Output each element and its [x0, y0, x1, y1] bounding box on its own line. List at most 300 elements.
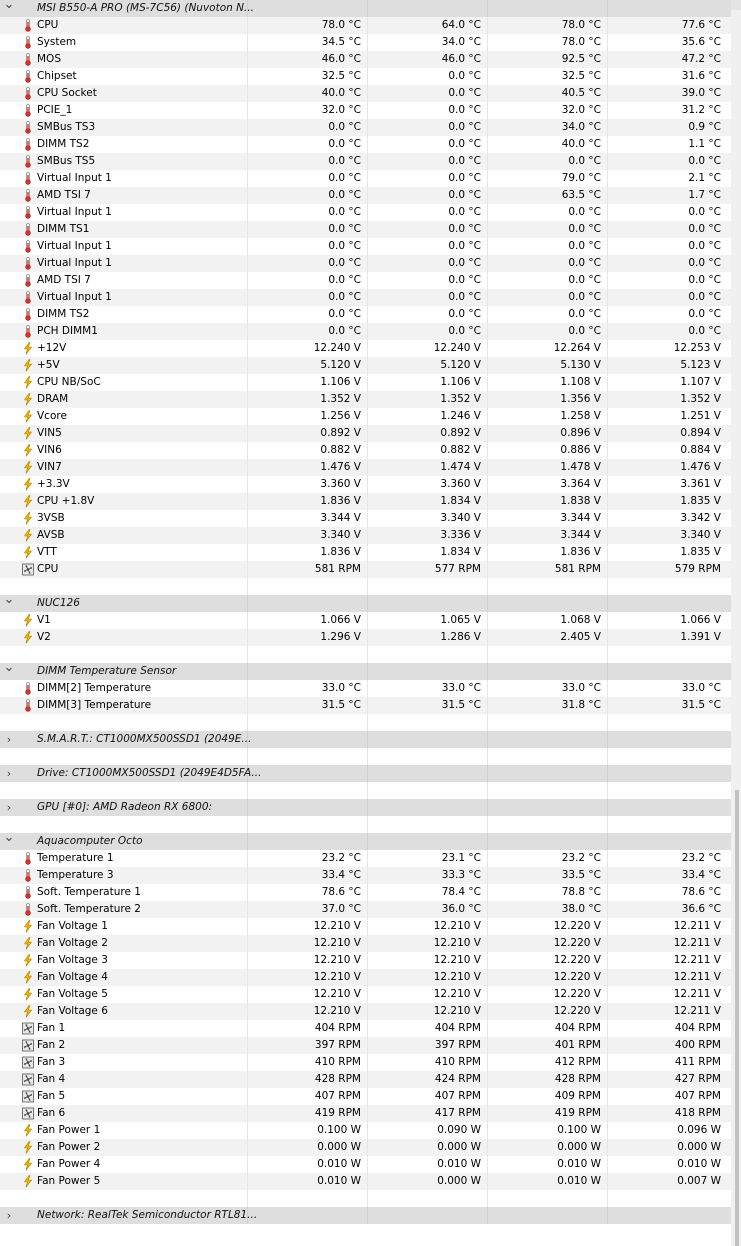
value-maximum: 32.5 °C: [561, 70, 601, 82]
value-current: 0.0 °C: [328, 257, 361, 269]
sensor-row[interactable]: [0, 901, 731, 918]
sensor-row[interactable]: [0, 1122, 731, 1139]
value-maximum: 12.220 V: [553, 1005, 601, 1017]
column-divider: [247, 34, 248, 51]
column-divider: [607, 561, 608, 578]
sensor-label: AMD TSI 7: [37, 189, 91, 201]
sensor-row[interactable]: [0, 17, 731, 34]
value-average: 47.2 °C: [681, 53, 721, 65]
value-average: 12.211 V: [673, 920, 721, 932]
column-divider: [367, 136, 368, 153]
column-divider: [247, 204, 248, 221]
column-divider: [247, 255, 248, 272]
sensor-label: Fan Voltage 6: [37, 1005, 108, 1017]
column-divider: [607, 221, 608, 238]
column-divider: [607, 272, 608, 289]
column-divider: [367, 1122, 368, 1139]
value-minimum: 3.336 V: [440, 529, 481, 541]
sensor-row[interactable]: [0, 1173, 731, 1190]
value-current: 581 RPM: [314, 563, 361, 575]
column-divider: [607, 340, 608, 357]
value-minimum: 12.210 V: [433, 937, 481, 949]
value-current: 0.010 W: [317, 1158, 361, 1170]
chevron-down-icon[interactable]: ⌄: [3, 830, 15, 845]
voltage-icon: [22, 393, 34, 406]
column-divider: [607, 1037, 608, 1054]
fan-icon: [22, 1107, 34, 1120]
column-divider: [367, 952, 368, 969]
sensor-row[interactable]: [0, 697, 731, 714]
value-minimum: 0.0 °C: [448, 325, 481, 337]
value-current: 78.6 °C: [321, 886, 361, 898]
sensor-row[interactable]: [0, 51, 731, 68]
sensor-row[interactable]: [0, 1071, 731, 1088]
value-minimum: 12.210 V: [433, 971, 481, 983]
value-current: 32.0 °C: [321, 104, 361, 116]
sensor-row[interactable]: [0, 221, 731, 238]
column-divider: [367, 714, 368, 731]
value-minimum: 0.0 °C: [448, 104, 481, 116]
sensor-row[interactable]: [0, 289, 731, 306]
sensor-label: Fan Voltage 1: [37, 920, 108, 932]
column-divider: [487, 34, 488, 51]
voltage-icon: [22, 444, 34, 457]
column-divider: [607, 306, 608, 323]
value-maximum: 0.0 °C: [568, 155, 601, 167]
sensor-label: CPU: [37, 563, 59, 575]
value-maximum: 1.068 V: [560, 614, 601, 626]
sensor-label: Fan 1: [37, 1022, 66, 1034]
column-divider: [607, 782, 608, 799]
sensor-row[interactable]: [0, 850, 731, 867]
column-divider: [607, 102, 608, 119]
column-divider: [607, 17, 608, 34]
value-current: 1.296 V: [320, 631, 361, 643]
sensor-row[interactable]: [0, 561, 731, 578]
voltage-icon: [22, 342, 34, 355]
value-minimum: 23.1 °C: [441, 852, 481, 864]
column-divider: [247, 901, 248, 918]
value-maximum: 581 RPM: [554, 563, 601, 575]
column-divider: [247, 459, 248, 476]
sensor-row[interactable]: [0, 102, 731, 119]
column-divider: [247, 663, 248, 680]
value-maximum: 63.5 °C: [561, 189, 601, 201]
sensor-row[interactable]: [0, 204, 731, 221]
column-divider: [607, 1190, 608, 1207]
sensor-row[interactable]: [0, 935, 731, 952]
sensor-label: DIMM[3] Temperature: [37, 699, 152, 711]
sensor-row[interactable]: [0, 476, 731, 493]
sensor-row[interactable]: [0, 425, 731, 442]
value-maximum: 0.100 W: [557, 1124, 601, 1136]
sensor-row[interactable]: [0, 238, 731, 255]
voltage-icon: [22, 359, 34, 372]
column-divider: [247, 476, 248, 493]
chevron-right-icon[interactable]: ›: [6, 1209, 12, 1222]
column-divider: [487, 1071, 488, 1088]
sensor-row[interactable]: [0, 952, 731, 969]
column-divider: [607, 34, 608, 51]
column-divider: [247, 119, 248, 136]
value-current: 12.210 V: [313, 920, 361, 932]
column-divider: [367, 1139, 368, 1156]
value-minimum: 410 RPM: [434, 1056, 481, 1068]
column-divider: [607, 1207, 608, 1224]
sensor-row[interactable]: [0, 544, 731, 561]
value-minimum: 64.0 °C: [441, 19, 481, 31]
value-current: 419 RPM: [314, 1107, 361, 1119]
value-minimum: 3.360 V: [440, 478, 481, 490]
column-divider: [367, 578, 368, 595]
sensor-row[interactable]: [0, 918, 731, 935]
thermometer-icon: [22, 53, 34, 66]
value-minimum: 3.340 V: [440, 512, 481, 524]
column-divider: [247, 697, 248, 714]
value-average: 0.0 °C: [688, 257, 721, 269]
column-divider: [247, 102, 248, 119]
value-average: 12.211 V: [673, 937, 721, 949]
sensor-row[interactable]: [0, 680, 731, 697]
column-divider: [367, 17, 368, 34]
sensor-row[interactable]: [0, 170, 731, 187]
column-divider: [367, 204, 368, 221]
column-divider: [367, 799, 368, 816]
sensor-group-header[interactable]: [0, 660, 731, 680]
column-divider: [247, 1173, 248, 1190]
value-average: 33.4 °C: [681, 869, 721, 881]
sensor-label: Soft. Temperature 1: [37, 886, 141, 898]
column-divider: [367, 255, 368, 272]
column-divider: [487, 204, 488, 221]
sensor-label: CPU Socket: [37, 87, 97, 99]
sensor-row[interactable]: [0, 459, 731, 476]
sensor-row[interactable]: [0, 1139, 731, 1156]
value-current: 37.0 °C: [321, 903, 361, 915]
value-maximum: 419 RPM: [554, 1107, 601, 1119]
column-divider: [367, 986, 368, 1003]
sensor-row[interactable]: [0, 629, 731, 646]
power-icon: [22, 1175, 34, 1188]
column-divider: [247, 935, 248, 952]
sensor-group-header[interactable]: [0, 765, 731, 782]
column-divider: [247, 680, 248, 697]
value-minimum: 0.0 °C: [448, 206, 481, 218]
value-maximum: 1.838 V: [560, 495, 601, 507]
column-divider: [487, 442, 488, 459]
value-average: 12.211 V: [673, 971, 721, 983]
sensor-label: Chipset: [37, 70, 77, 82]
sensor-row[interactable]: [0, 884, 731, 901]
value-maximum: 40.0 °C: [561, 138, 601, 150]
column-divider: [367, 272, 368, 289]
value-average: 31.5 °C: [681, 699, 721, 711]
value-minimum: 1.106 V: [440, 376, 481, 388]
thermometer-icon: [22, 87, 34, 100]
value-current: 0.0 °C: [328, 291, 361, 303]
value-current: 1.352 V: [320, 393, 361, 405]
value-maximum: 0.896 V: [560, 427, 601, 439]
value-minimum: 0.892 V: [440, 427, 481, 439]
column-divider: [607, 238, 608, 255]
sensor-label: Fan 6: [37, 1107, 66, 1119]
spacer-row: [0, 646, 731, 663]
column-divider: [607, 850, 608, 867]
column-divider: [367, 170, 368, 187]
value-minimum: 417 RPM: [434, 1107, 481, 1119]
sensor-group-title: DIMM Temperature Sensor: [37, 665, 177, 677]
sensor-label: Fan 5: [37, 1090, 66, 1102]
sensor-row[interactable]: [0, 493, 731, 510]
column-divider: [367, 323, 368, 340]
spacer-row: [0, 782, 731, 799]
sensor-row[interactable]: [0, 1156, 731, 1173]
value-average: 33.0 °C: [681, 682, 721, 694]
value-average: 1.066 V: [680, 614, 721, 626]
column-divider: [367, 867, 368, 884]
sensor-row[interactable]: [0, 323, 731, 340]
sensor-group-header[interactable]: [0, 830, 731, 850]
value-average: 1.7 °C: [688, 189, 721, 201]
voltage-icon: [22, 954, 34, 967]
voltage-icon: [22, 614, 34, 627]
column-divider: [247, 1071, 248, 1088]
sensor-row[interactable]: [0, 527, 731, 544]
value-maximum: 3.364 V: [560, 478, 601, 490]
value-maximum: 0.886 V: [560, 444, 601, 456]
column-divider: [367, 68, 368, 85]
value-maximum: 5.130 V: [560, 359, 601, 371]
column-divider: [487, 136, 488, 153]
value-average: 1.835 V: [680, 495, 721, 507]
sensor-row[interactable]: [0, 408, 731, 425]
sensor-row[interactable]: [0, 119, 731, 136]
value-minimum: 1.834 V: [440, 495, 481, 507]
sensor-row[interactable]: [0, 306, 731, 323]
column-divider: [607, 697, 608, 714]
column-divider: [607, 289, 608, 306]
value-minimum: 0.0 °C: [448, 172, 481, 184]
value-minimum: 33.0 °C: [441, 682, 481, 694]
sensor-label: 3VSB: [37, 512, 65, 524]
column-divider: [367, 646, 368, 663]
value-current: 12.210 V: [313, 988, 361, 1000]
column-divider: [367, 935, 368, 952]
column-divider: [607, 425, 608, 442]
sensor-label: Virtual Input 1: [37, 291, 112, 303]
column-divider: [247, 833, 248, 850]
column-divider: [487, 170, 488, 187]
column-divider: [487, 595, 488, 612]
fan-icon: [22, 563, 34, 576]
sensor-label: Fan 3: [37, 1056, 66, 1068]
column-divider: [487, 612, 488, 629]
chevron-right-icon[interactable]: ›: [6, 733, 12, 746]
column-divider: [367, 187, 368, 204]
column-divider: [487, 0, 488, 17]
column-divider: [487, 119, 488, 136]
column-divider: [247, 153, 248, 170]
fan-icon: [22, 1056, 34, 1069]
sensor-row[interactable]: [0, 867, 731, 884]
column-divider: [247, 391, 248, 408]
column-divider: [607, 85, 608, 102]
column-divider: [607, 646, 608, 663]
chevron-right-icon[interactable]: ›: [6, 801, 12, 814]
column-divider: [247, 748, 248, 765]
column-divider: [367, 102, 368, 119]
sensor-group-title: MSI B550-A PRO (MS-7C56) (Nuvoton N...: [37, 2, 255, 14]
thermometer-icon: [22, 869, 34, 882]
sensor-row[interactable]: [0, 187, 731, 204]
column-divider: [247, 136, 248, 153]
column-divider: [367, 289, 368, 306]
sensor-row[interactable]: [0, 1054, 731, 1071]
value-maximum: 12.220 V: [553, 971, 601, 983]
value-current: 0.882 V: [320, 444, 361, 456]
column-divider: [247, 68, 248, 85]
sensor-row[interactable]: [0, 510, 731, 527]
value-maximum: 79.0 °C: [561, 172, 601, 184]
sensor-row[interactable]: [0, 986, 731, 1003]
value-current: 12.240 V: [313, 342, 361, 354]
column-divider: [247, 816, 248, 833]
sensor-row[interactable]: [0, 612, 731, 629]
column-divider: [367, 1156, 368, 1173]
value-current: 1.836 V: [320, 546, 361, 558]
column-divider: [607, 714, 608, 731]
sensor-row[interactable]: [0, 136, 731, 153]
sensor-group-header[interactable]: [0, 1207, 731, 1224]
sensor-row[interactable]: [0, 374, 731, 391]
spacer-row: [0, 748, 731, 765]
sensor-row[interactable]: [0, 340, 731, 357]
column-divider: [487, 1003, 488, 1020]
spacer-row: [0, 816, 731, 833]
thermometer-icon: [22, 223, 34, 236]
column-divider: [247, 1139, 248, 1156]
column-divider: [367, 697, 368, 714]
column-divider: [367, 306, 368, 323]
column-divider: [487, 544, 488, 561]
value-minimum: 0.0 °C: [448, 87, 481, 99]
value-maximum: 40.5 °C: [561, 87, 601, 99]
value-current: 31.5 °C: [321, 699, 361, 711]
value-minimum: 12.240 V: [433, 342, 481, 354]
value-current: 12.210 V: [313, 1005, 361, 1017]
value-average: 407 RPM: [674, 1090, 721, 1102]
sensor-label: Fan Power 5: [37, 1175, 101, 1187]
sensor-row[interactable]: [0, 1105, 731, 1122]
sensor-row[interactable]: [0, 255, 731, 272]
sensor-row[interactable]: [0, 68, 731, 85]
value-minimum: 33.3 °C: [441, 869, 481, 881]
column-divider: [247, 170, 248, 187]
sensor-row[interactable]: [0, 1020, 731, 1037]
sensor-group-title: GPU [#0]: AMD Radeon RX 6800:: [37, 801, 213, 813]
sensor-row[interactable]: [0, 272, 731, 289]
sensor-label: Virtual Input 1: [37, 172, 112, 184]
sensor-row[interactable]: [0, 85, 731, 102]
column-divider: [487, 17, 488, 34]
column-divider: [607, 119, 608, 136]
value-maximum: 32.0 °C: [561, 104, 601, 116]
sensor-row[interactable]: [0, 1088, 731, 1105]
value-maximum: 0.0 °C: [568, 223, 601, 235]
value-average: 0.0 °C: [688, 308, 721, 320]
sensor-group-header[interactable]: [0, 0, 731, 17]
chevron-down-icon[interactable]: ⌄: [3, 592, 15, 607]
sensor-label: Vcore: [37, 410, 67, 422]
sensor-row[interactable]: [0, 969, 731, 986]
value-minimum: 1.286 V: [440, 631, 481, 643]
column-divider: [487, 816, 488, 833]
value-minimum: 12.210 V: [433, 954, 481, 966]
sensor-row[interactable]: [0, 1037, 731, 1054]
column-divider: [487, 85, 488, 102]
sensor-label: Fan Voltage 4: [37, 971, 108, 983]
sensor-row[interactable]: [0, 153, 731, 170]
value-current: 0.0 °C: [328, 308, 361, 320]
column-divider: [487, 1020, 488, 1037]
value-average: 0.0 °C: [688, 325, 721, 337]
value-minimum: 397 RPM: [434, 1039, 481, 1051]
value-current: 1.066 V: [320, 614, 361, 626]
column-divider: [247, 561, 248, 578]
sensor-label: V1: [37, 614, 51, 626]
sensor-row[interactable]: [0, 357, 731, 374]
column-divider: [607, 204, 608, 221]
column-divider: [487, 867, 488, 884]
value-current: 3.344 V: [320, 512, 361, 524]
value-average: 1.391 V: [680, 631, 721, 643]
column-divider: [247, 595, 248, 612]
sensor-label: Fan Power 4: [37, 1158, 101, 1170]
value-minimum: 0.0 °C: [448, 240, 481, 252]
value-current: 0.0 °C: [328, 138, 361, 150]
column-divider: [367, 544, 368, 561]
column-divider: [247, 425, 248, 442]
column-divider: [607, 357, 608, 374]
column-divider: [487, 357, 488, 374]
sensor-row[interactable]: [0, 442, 731, 459]
chevron-down-icon[interactable]: ⌄: [3, 0, 15, 12]
value-average: 35.6 °C: [681, 36, 721, 48]
sensor-row[interactable]: [0, 34, 731, 51]
thermometer-icon: [22, 699, 34, 712]
chevron-down-icon[interactable]: ⌄: [3, 660, 15, 675]
sensor-label: +5V: [37, 359, 60, 371]
value-average: 2.1 °C: [688, 172, 721, 184]
value-maximum: 412 RPM: [554, 1056, 601, 1068]
sensor-row[interactable]: [0, 391, 731, 408]
column-divider: [247, 884, 248, 901]
chevron-right-icon[interactable]: ›: [6, 767, 12, 780]
sensor-group-header[interactable]: [0, 592, 731, 612]
voltage-icon: [22, 461, 34, 474]
sensor-group-header[interactable]: [0, 799, 731, 816]
value-average: 1.1 °C: [688, 138, 721, 150]
sensor-row[interactable]: [0, 1003, 731, 1020]
column-divider: [367, 1071, 368, 1088]
column-divider: [487, 221, 488, 238]
column-divider: [487, 476, 488, 493]
column-divider: [487, 629, 488, 646]
sensor-group-header[interactable]: [0, 731, 731, 748]
column-divider: [607, 1054, 608, 1071]
column-divider: [607, 374, 608, 391]
scrollbar-thumb[interactable]: [735, 790, 739, 1246]
